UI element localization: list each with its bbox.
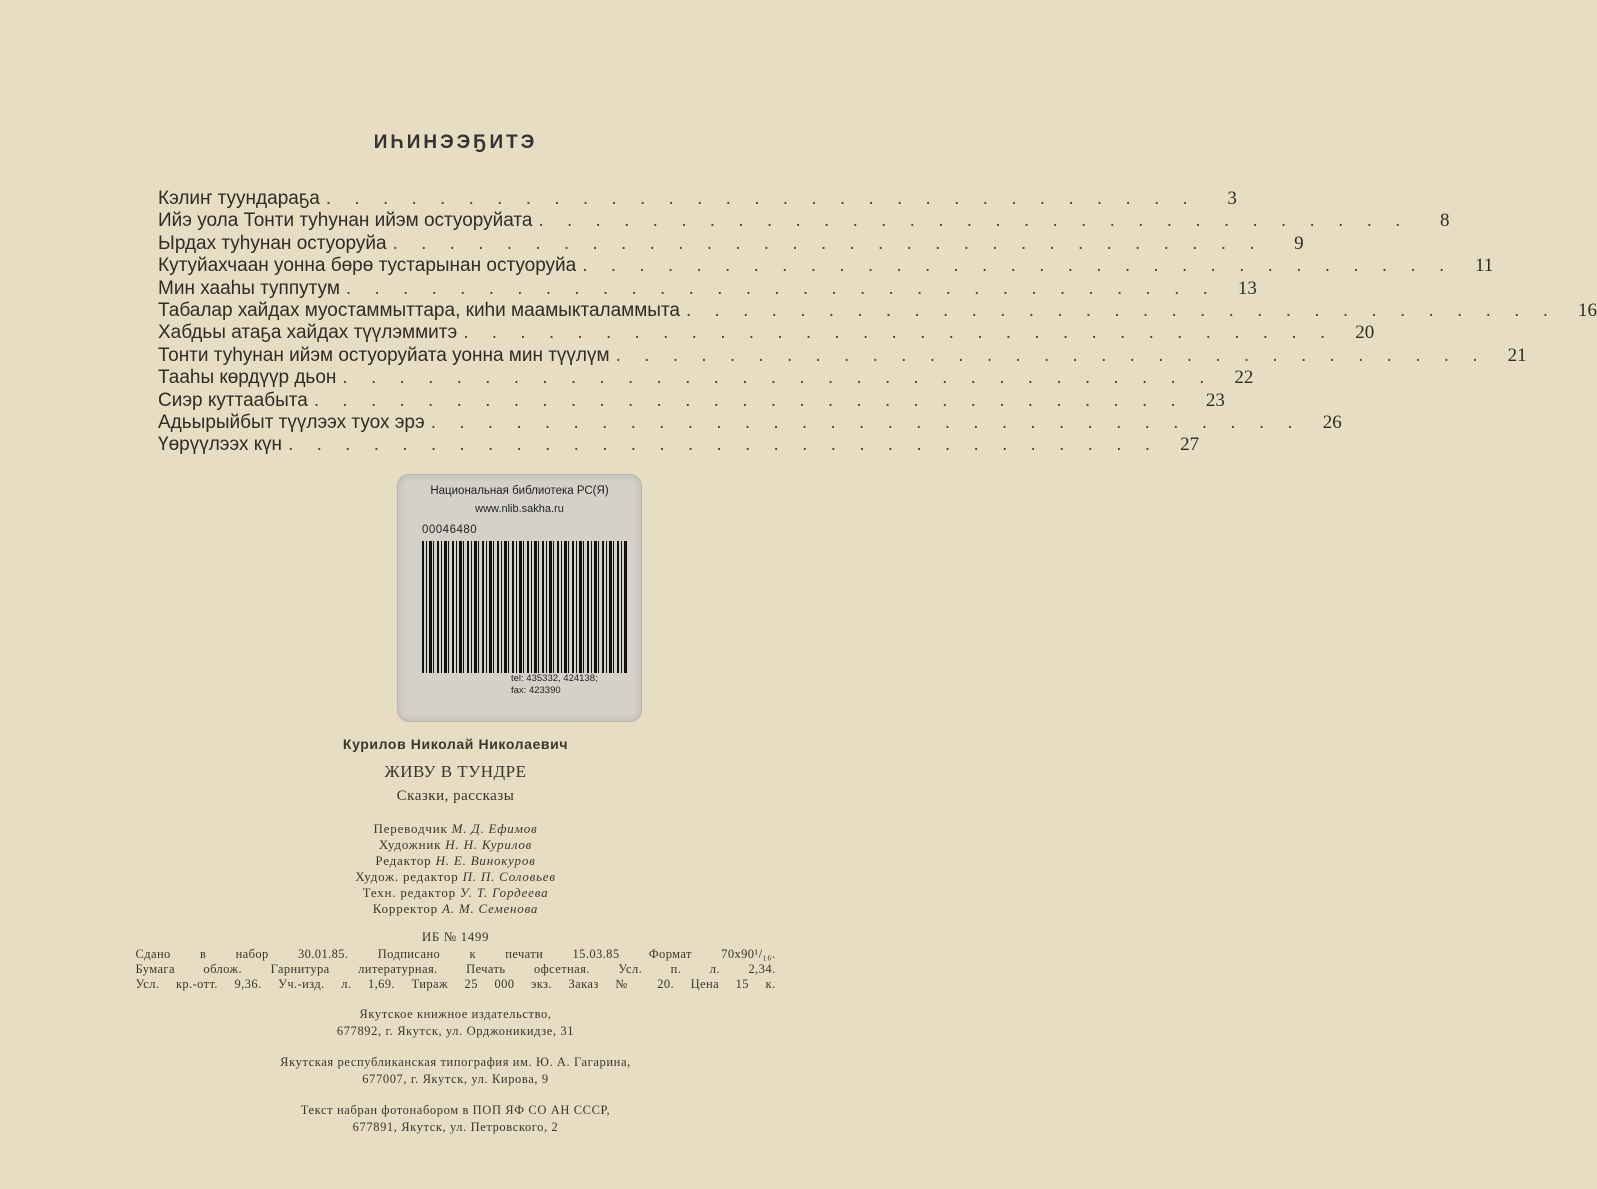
spec-line: Сдано в набор 30.01.85. Подписано к печати 15.03.85 Формат 70x90¹/₁₆. — [135, 947, 776, 961]
toc-item — [158, 434, 1200, 456]
credit-name: Н. Н. Курилов — [445, 837, 533, 852]
toc-leader-dots: . . . . . . . . . . . . . . . . . . . . . . . . . . . . . . . — [463, 322, 1335, 344]
toc-leader-dots: . . . . . . . . . . . . . . . . . . . . . . . . . . . . . . . — [342, 367, 1214, 389]
credit-role: Техн. редактор — [362, 885, 456, 900]
library-barcode-sticker — [397, 474, 642, 722]
toc-item — [158, 277, 1257, 300]
credit-name: У. Т. Гордеева — [459, 885, 549, 900]
toc-item — [158, 389, 1225, 412]
toc-leader-dots: . . . . . . . . . . . . . . . . . . . . . . . . . . . . . . . — [392, 232, 1264, 254]
printer-line: 677007, г. Якутск, ул. Кирова, 9 — [362, 1072, 549, 1086]
library-tel: tel: 435332, 424138; — [511, 673, 598, 684]
toc-item — [158, 299, 1597, 322]
toc-leader-dots: . . . . . . . . . . . . . . . . . . . . . . . . . . . . . . . — [313, 389, 1185, 411]
toc-item-title: Сиэр куттаабыта — [158, 389, 308, 411]
toc-item-page: 11 — [1474, 255, 1494, 277]
toc-item-title: Тонти туһунан ийэм остуоруйата уонна мин түүлүм — [158, 344, 610, 366]
spec-line: Бумага облож. Гарнитура литературная. Печать офсетная. Усл. п. л. 2,34. — [135, 962, 776, 976]
colophon — [0, 736, 911, 1136]
library-fax: fax: 423390 — [511, 685, 561, 696]
credit-role: Худож. редактор — [355, 869, 459, 884]
toc-item-title: Табалар хайдах муостаммыттара, киһи маамыкталаммыта — [158, 299, 680, 321]
credit-name: П. П. Соловьев — [462, 869, 556, 884]
credit-role: Редактор — [375, 853, 432, 868]
credit-name: Н. Е. Винокуров — [435, 853, 536, 868]
toc-leader-dots: . . . . . . . . . . . . . . . . . . . . . . . . . . . . . . . — [345, 277, 1217, 299]
printer-line: Якутская республиканская типография им. Ю. А. Гагарина, — [280, 1055, 631, 1069]
toc-item — [158, 344, 1527, 367]
author-name: Курилов Николай Николаевич — [342, 736, 569, 752]
print-specs — [136, 947, 776, 992]
typeset-line: Текст набран фотонабором в ПОП ЯФ СО АН СССР, — [300, 1103, 611, 1117]
credit-line — [0, 869, 911, 885]
credit-name: А. М. Семенова — [441, 901, 539, 916]
credit-line — [0, 885, 911, 901]
toc-item-page: 9 — [1294, 232, 1304, 254]
toc-item-title: Адьырыйбыт түүлээх туох эрэ — [158, 411, 425, 433]
toc-item-title: Тааһы көрдүүр дьон — [158, 367, 337, 389]
credit-role: Художник — [378, 837, 442, 852]
ib-number: ИБ № 1499 — [421, 929, 490, 944]
library-name: Национальная библиотека РС(Я) — [430, 485, 609, 497]
toc-item-page: 23 — [1205, 389, 1225, 411]
spec-line: Усл. кр.-отт. 9,36. Уч.-изд. л. 1,69. Тираж 25 000 экз. Заказ № 20. Цена 15 к. — [135, 977, 776, 991]
toc-item-page: 16 — [1578, 299, 1597, 321]
toc-leader-dots: . . . . . . . . . . . . . . . . . . . . . . . . . . . . . . . — [430, 411, 1302, 433]
library-contacts — [511, 673, 598, 697]
book-subtitle: Сказки, рассказы — [396, 788, 515, 804]
toc-leader-dots: . . . . . . . . . . . . . . . . . . . . . . . . . . . . . . . — [325, 188, 1197, 209]
toc-item-page: 27 — [1180, 434, 1200, 456]
toc-item-page: 8 — [1439, 210, 1450, 232]
typeset-line: 677891, Якутск, ул. Петровского, 2 — [352, 1120, 559, 1134]
barcode-icon — [422, 541, 627, 673]
library-url: www.nlib.sakha.ru — [475, 503, 564, 515]
credit-line — [0, 837, 911, 853]
credit-line — [0, 821, 911, 837]
toc-item-page: 21 — [1507, 344, 1527, 366]
toc-item-title: Хабдьы атаҕа хайдах түүлэммитэ — [158, 322, 458, 344]
table-of-contents — [158, 188, 1597, 457]
credit-name: М. Д. Ефимов — [451, 821, 538, 836]
publisher-line: Якутское книжное издательство, — [359, 1007, 552, 1021]
toc-item-page: 26 — [1322, 411, 1342, 433]
toc-item-title: Ийэ уола Тонти туһунан ийэм остуоруйата — [158, 210, 533, 232]
toc-item-title: Кэлиҥ туундараҕа — [158, 188, 320, 209]
toc-leader-dots: . . . . . . . . . . . . . . . . . . . . . . . . . . . . . . . — [288, 434, 1160, 456]
toc-title: ИҺИНЭЭҔИТЭ — [373, 132, 538, 153]
toc-item-page: 13 — [1237, 277, 1257, 299]
inventory-code: 00046480 — [422, 524, 478, 536]
printer-info — [0, 1054, 911, 1088]
credit-line — [0, 853, 911, 869]
toc-item — [158, 255, 1494, 277]
toc-leader-dots: . . . . . . . . . . . . . . . . . . . . . . . . . . . . . . . — [582, 255, 1454, 277]
toc-leader-dots: . . . . . . . . . . . . . . . . . . . . . . . . . . . . . . . — [615, 344, 1487, 366]
toc-leader-dots: . . . . . . . . . . . . . . . . . . . . . . . . . . . . . . . — [538, 210, 1410, 232]
toc-item-page: 22 — [1234, 367, 1254, 389]
toc-leader-dots: . . . . . . . . . . . . . . . . . . . . . . . . . . . . . . . — [686, 299, 1558, 321]
credit-role: Переводчик — [373, 821, 448, 836]
toc-item-title: Үөрүүлээх күн — [158, 434, 283, 456]
publisher-line: 677892, г. Якутск, ул. Орджоникидзе, 31 — [336, 1024, 575, 1038]
toc-item — [158, 411, 1342, 434]
toc-item-title: Ырдах туһунан остуоруйа — [158, 232, 387, 254]
toc-item — [158, 367, 1254, 389]
credit-line — [0, 901, 911, 917]
toc-item — [158, 188, 1237, 210]
toc-item-title: Мин хааһы туппутум — [158, 277, 340, 299]
toc-item — [158, 322, 1375, 344]
toc-item — [158, 232, 1304, 255]
toc-item — [158, 210, 1450, 232]
credits-list — [0, 821, 911, 917]
book-title: ЖИВУ В ТУНДРЕ — [384, 762, 527, 781]
typeset-info — [0, 1102, 911, 1136]
credit-role: Корректор — [372, 901, 438, 916]
publisher-info — [0, 1006, 911, 1040]
toc-item-title: Кутуйахчаан уонна бөрө тустарынан остуоруйа — [158, 255, 577, 277]
toc-item-page: 3 — [1227, 188, 1237, 209]
toc-item-page: 20 — [1355, 322, 1375, 344]
